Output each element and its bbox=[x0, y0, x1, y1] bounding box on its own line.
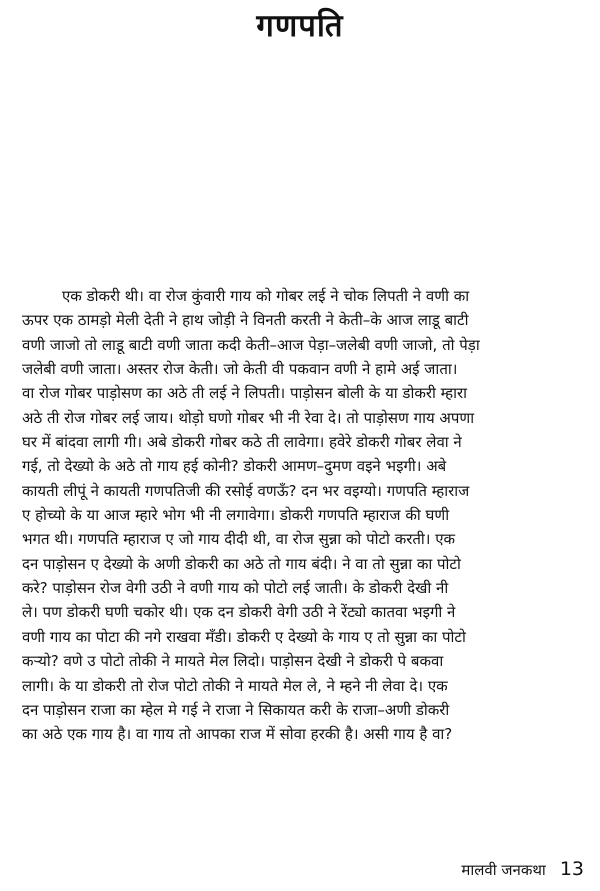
story-line: ऊपर एक ठामड़ो मेली देती ने हाथ जोड़ी ने विनती करती ने केती–के आज लाडू बाटी bbox=[22, 311, 469, 330]
story-body bbox=[22, 284, 582, 747]
story-line: अठे ती रोज गोबर लई जाय। थोड़ो घणो गोबर भी नी रेवा दे। तो पाड़ोसण गाय अपणा bbox=[22, 408, 475, 427]
story-line: वा रोज गोबर पाड़ोसण का अठे ती लई ने लिपती। पाड़ोसन बोली के या डोकरी म्हारा bbox=[22, 384, 468, 403]
story-line: ले। पण डोकरी घणी चकोर थी। एक दन डोकरी वेगी उठी ने रेंट्यो कातवा भइगी ने bbox=[22, 603, 456, 622]
book-title: मालवी जनकथा bbox=[461, 861, 546, 879]
story-line: करे? पाड़ोसन रोज वेगी उठी ने वणी गाय को पोटो लई जाती। के डोकरी देखी नी bbox=[22, 579, 449, 598]
story-line: कर्‍यो? वणे उ पोटो तोकी ने मायते मेल लिदो। पाड़ोसन देखी ने डोकरी पे बकवा bbox=[22, 652, 444, 671]
story-line: गई, तो देख्यो के अठे तो गाय हई कोनी? डोकरी आमण–दुमण वइने भइगी। अबे bbox=[22, 457, 447, 476]
story-line: जलेबी वणी जाता। अस्तर रोज केती। जो केती वी पकवान वणी ने हामे अई जाता। bbox=[22, 360, 458, 379]
page-footer bbox=[461, 858, 584, 882]
story-line: दन पाड़ोसन ए देख्यो के अणी डोकरी का अठे तो गाय बंदी। ने वा तो सुन्ना का पोटो bbox=[22, 554, 461, 573]
story-line: दन पाड़ोसन राजा का म्हेल मे गई ने राजा ने सिकायत करी के राजा–अणी डोकरी bbox=[22, 700, 450, 719]
story-line: लागी। के या डोकरी तो रोज पोटो तोकी ने मायते मेल ले, ने म्हने नी लेवा दे। एक bbox=[22, 676, 448, 695]
story-line: ए होच्यो के या आज म्हारे भोग भी नी लगावेगा। डोकरी गणपति म्हाराज की घणी bbox=[22, 506, 450, 525]
page-title: गणपति bbox=[256, 8, 344, 44]
story-line: घर में बांदवा लागी गी। अबे डोकरी गोबर कठे ती लावेगा। हवेरे डोकरी गोबर लेवा ने bbox=[22, 433, 462, 452]
story-line: कायती लीपूं ने कायती गणपतिजी की रसोई वणऊँ? दन भर वइग्यो। गणपति म्हाराज bbox=[22, 481, 470, 500]
page-number: 13 bbox=[559, 858, 584, 880]
story-line: एक डोकरी थी। वा रोज कुंवारी गाय को गोबर लई ने चोक लिपती ने वणी का bbox=[62, 287, 470, 305]
story-line: का अठे एक गाय है। वा गाय तो आपका राज में सोवा हरकी है। असी गाय है वा? bbox=[22, 725, 453, 744]
story-line: वणी जाजो तो लाडू बाटी वणी जाता कदी केती–आज पेड़ा–जलेबी वणी जाजो, तो पेड़ा bbox=[22, 335, 480, 354]
story-line: भगत थी। गणपति म्हाराज ए जो गाय दीदी थी, वा रोज सुन्ना को पोटो करती। एक bbox=[22, 530, 456, 549]
story-line: वणी गाय का पोटा की नगे राखवा मँडी। डोकरी ए देख्यो के गाय ए तो सुन्ना का पोटो bbox=[22, 627, 466, 646]
